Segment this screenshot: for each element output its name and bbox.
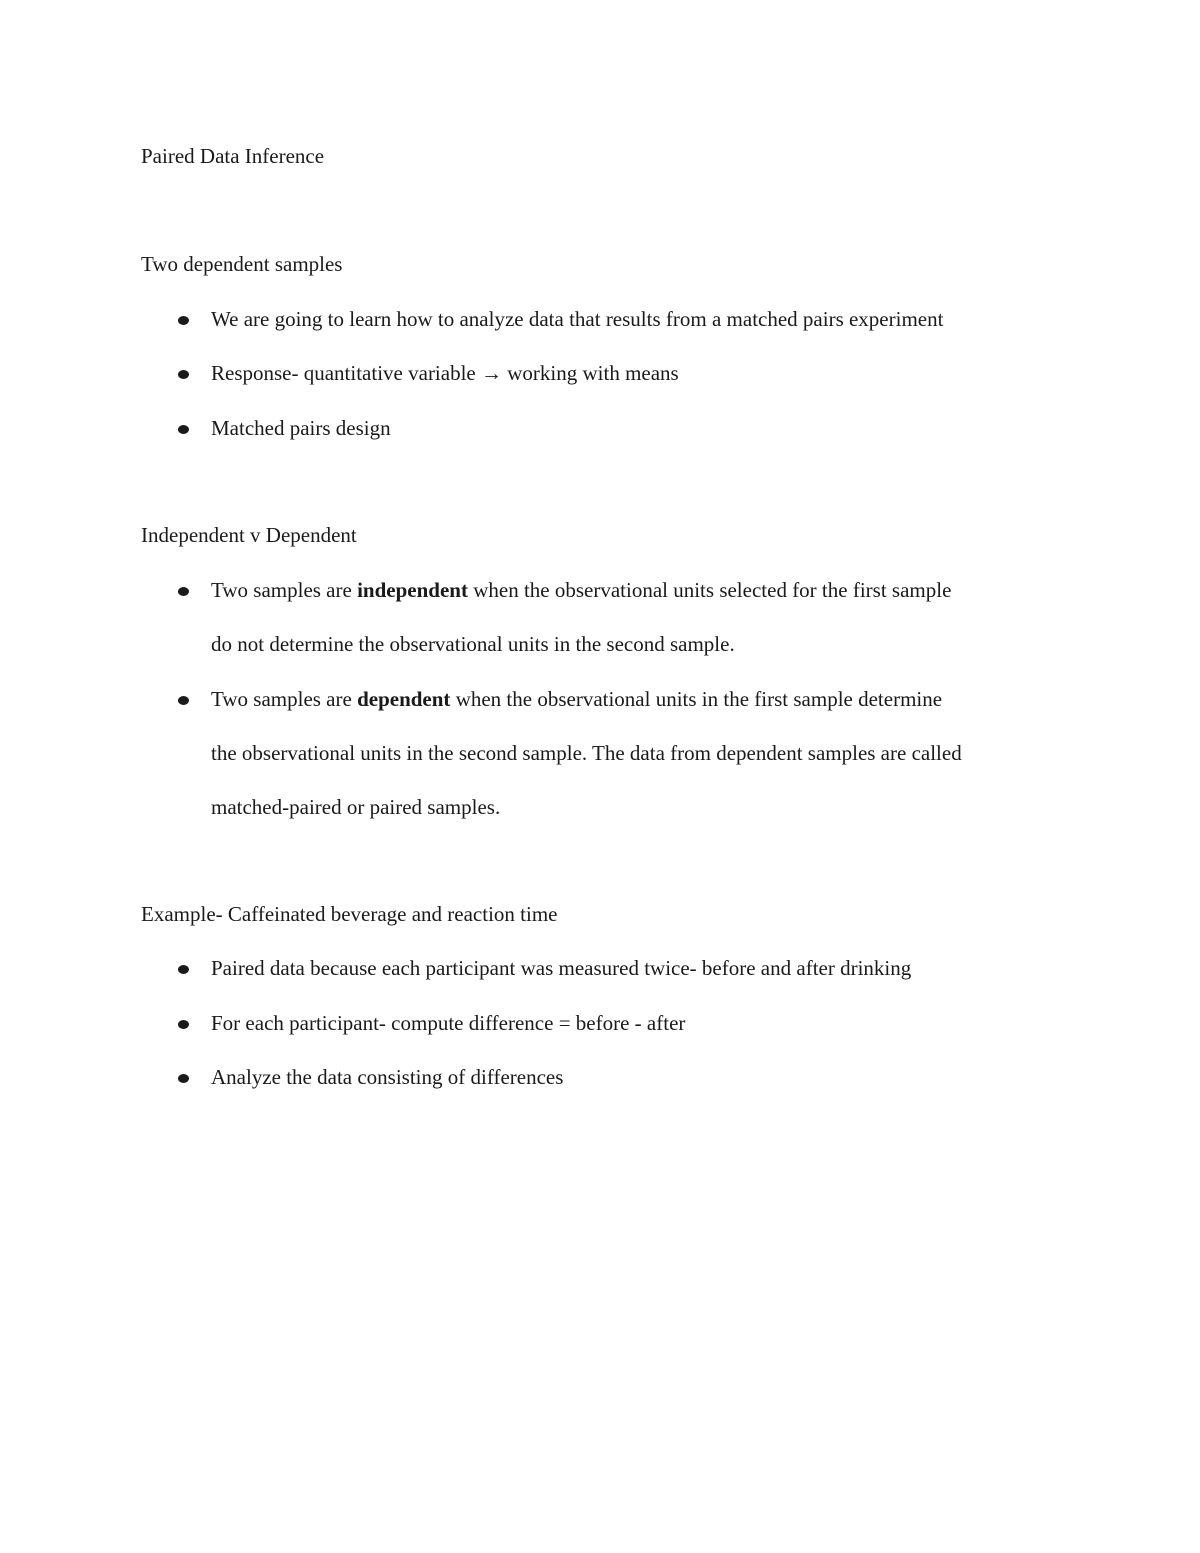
bullet-text-continuation: do not determine the observational units in the second sample. — [211, 632, 735, 656]
bullet-icon — [178, 965, 189, 974]
bullet-icon — [178, 316, 189, 325]
bullet-text: Response- quantitative variable → working with means — [211, 361, 679, 385]
bullet-icon — [178, 425, 189, 434]
bullet-text — [211, 577, 951, 603]
bullet-text-pre: Two samples are — [211, 687, 358, 711]
section-heading-two-dependent-samples: Two dependent samples — [141, 252, 343, 276]
bullet-text: Matched pairs design — [211, 416, 391, 440]
bullet-icon — [178, 587, 189, 596]
bullet-icon — [178, 1020, 189, 1029]
bullet-icon — [178, 370, 189, 379]
bullet-icon — [178, 696, 189, 705]
bullet-text-continuation: matched-paired or paired samples. — [211, 795, 501, 819]
page-title: Paired Data Inference — [141, 144, 325, 168]
bullet-text-pre: Two samples are — [211, 578, 358, 602]
bullet-text-post: when the observational units selected for the first sample — [467, 578, 952, 602]
section-heading-example: Example- Caffeinated beverage and reaction time — [141, 902, 558, 926]
bullet-text: Paired data because each participant was measured twice- before and after drinking — [211, 956, 912, 980]
bullet-text: For each participant- compute difference = before - after — [211, 1011, 686, 1035]
bullet-text — [211, 686, 942, 712]
term-dependent: dependent — [357, 687, 451, 711]
bullet-text: Analyze the data consisting of differences — [211, 1065, 564, 1089]
bullet-text-continuation: the observational units in the second sample. The data from dependent samples are called — [211, 741, 962, 765]
bullet-text-post: when the observational units in the first sample determine — [450, 687, 943, 711]
section-heading-independent-v-dependent: Independent v Dependent — [141, 523, 357, 547]
bullet-text: We are going to learn how to analyze data that results from a matched pairs experiment — [211, 307, 944, 331]
term-independent: independent — [357, 578, 468, 602]
bullet-icon — [178, 1074, 189, 1083]
